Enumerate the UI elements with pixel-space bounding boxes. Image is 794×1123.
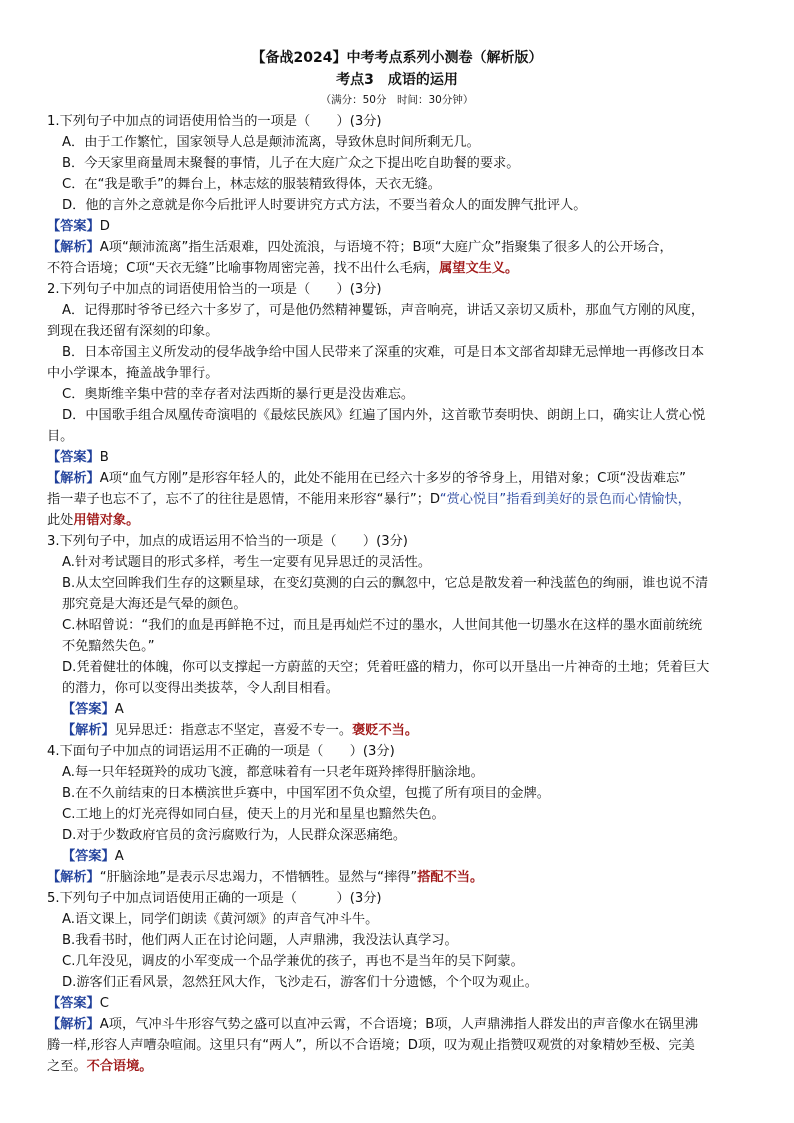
- analysis-conclusion: 褒贬不当。: [352, 723, 419, 738]
- q5-option-b: B.我看书时，他们两人正在讨论问题，人声鼎沸，我没法认真学习。: [62, 933, 458, 948]
- analysis-conclusion: 用错对象。: [73, 513, 140, 528]
- document-title: 【备战2024】中考考点系列小测卷（解析版）: [251, 50, 543, 66]
- document-subtitle: 考点3 成语的运用: [336, 72, 458, 88]
- q3-option-d-cont: 的潜力，你可以变得出类拔萃，令人刮目相看。: [62, 681, 339, 696]
- q1-option-b: B．今天家里商量周末聚餐的事情，儿子在大庭广众之下提出吃自助餐的要求。: [62, 156, 520, 171]
- q5-option-d: D.游客们正看风景，忽然狂风大作，飞沙走石，游客们十分遗憾，个个叹为观止。: [62, 975, 538, 990]
- q5-option-a: A.语文课上，同学们朗读《黄河颂》的声音气冲斗牛。: [62, 912, 379, 927]
- analysis-text: 见异思迁：指意志不坚定，喜爱不专一。: [114, 723, 353, 738]
- analysis-label: 【解析】: [47, 870, 100, 885]
- analysis-text: A项“血气方刚”是形容年轻人的，此处不能用在已经六十多岁的爷爷身上，用错对象；C项“没齿难忘”: [99, 471, 686, 486]
- q4-option-c: C.工地上的灯光亮得如同白昼，使天上的月光和星星也黯然失色。: [62, 807, 445, 822]
- analysis-text: A项，气冲斗牛形容气势之盛可以直冲云霄，不合语境；B项，人声鼎沸指人群发出的声音像水在锅里沸: [99, 1017, 699, 1032]
- q5-option-c: C.几年没见，调皮的小军变成一个品学兼优的孩子，再也不是当年的吴下阿蒙。: [62, 954, 524, 969]
- q5-analysis-line-3: [47, 1057, 753, 1077]
- answer-label: 【答案】: [62, 702, 115, 717]
- q2-option-b: B．日本帝国主义所发动的侵华战争给中国人民带来了深重的灾难，可是日本文部省却肆无忌惮地一再修改日本: [62, 345, 705, 360]
- q1-stem: 1.下列句子中加点的词语使用恰当的一项是（ ）(3分): [47, 114, 382, 129]
- q4-option-d: D.对于少数政府官员的贪污腐败行为，人民群众深恶痛绝。: [62, 828, 407, 843]
- analysis-conclusion: 不合语境。: [86, 1059, 153, 1074]
- q5-answer: [47, 994, 753, 1014]
- q3-answer: [62, 700, 752, 720]
- q1-analysis-line-1: [47, 238, 753, 258]
- q1-option-c: C．在“我是歌手”的舞台上，林志炫的服装精致得体，天衣无缝。: [62, 177, 441, 192]
- q3-option-d: D.凭着健壮的体魄，你可以支撑起一方蔚蓝的天空；凭着旺盛的精力，你可以开垦出一片神奇的土地；凭着巨大: [62, 660, 710, 675]
- analysis-text: 此处: [47, 513, 74, 528]
- answer-value: D: [99, 219, 110, 234]
- q4-answer: [62, 847, 752, 867]
- q1-analysis-line-2: [47, 259, 753, 279]
- q3-analysis-line-1: [62, 721, 752, 741]
- q4-option-b: B.在不久前结束的日本横滨世乒赛中，中国军团不负众望，包揽了所有项目的金牌。: [62, 786, 550, 801]
- answer-value: C: [99, 996, 109, 1011]
- q2-stem: 2.下列句子中加点的词语使用恰当的一项是（ ）(3分): [47, 282, 382, 297]
- q3-option-a: A.针对考试题目的形式多样，考生一定要有见异思迁的灵活性。: [62, 555, 432, 570]
- analysis-label: 【解析】: [47, 240, 100, 255]
- answer-label: 【答案】: [62, 849, 115, 864]
- q2-analysis-line-1: [47, 469, 753, 489]
- answer-label: 【答案】: [47, 219, 100, 234]
- analysis-text-blue: “赏心悦目”指看到美好的景色而心情愉快，: [439, 492, 691, 507]
- q5-stem: 5.下列句子中加点词语使用正确的一项是（ ）(3分): [47, 891, 382, 906]
- q2-option-a-cont: 到现在我还留有深刻的印象。: [47, 324, 219, 339]
- q2-analysis-line-2: [47, 490, 753, 510]
- analysis-text: 指一辈子也忘不了，忘不了的往往是恩情，不能用来形容“暴行”；D: [47, 492, 440, 507]
- analysis-text: A项“颠沛流离”指生活艰难，四处流浪，与语境不符；B项“大庭广众”指聚集了很多人的公开场合，: [99, 240, 673, 255]
- q3-stem: 3.下列句子中，加点的成语运用不恰当的一项是（ ）(3分): [47, 534, 408, 549]
- q2-option-b-cont: 中小学课本，掩盖战争罪行。: [47, 366, 219, 381]
- q1-option-a: A．由于工作繁忙，国家领导人总是颠沛流离，导致休息时间所剩无几。: [62, 135, 480, 150]
- q2-option-d: D．中国歌手组合凤凰传奇演唱的《最炫民族风》红遍了国内外，这首歌节奏明快、朗朗上口，确实让人赏心悦: [62, 408, 706, 423]
- q2-option-d-cont: 目。: [47, 429, 74, 444]
- analysis-text: 不符合语境；C项“天衣无缝”比喻事物周密完善，找不出什么毛病，: [47, 261, 440, 276]
- analysis-label: 【解析】: [47, 471, 100, 486]
- q4-stem: 4.下面句子中加点的词语运用不正确的一项是（ ）(3分): [47, 744, 395, 759]
- answer-value: B: [99, 450, 109, 465]
- q5-analysis-line-1: [47, 1015, 753, 1035]
- q2-option-a: A．记得那时爷爷已经六十多岁了，可是他仍然精神矍铄，声音响亮，讲话又亲切又质朴，那血气方刚的风度，: [62, 303, 705, 318]
- q1-answer: [47, 217, 753, 237]
- q3-option-b-cont: 那究竟是大海还是气晕的颜色。: [62, 597, 247, 612]
- exam-meta: （满分：50分 时间：30分钟）: [320, 94, 474, 106]
- q5-analysis-line-2: 腾一样,形容人声嘈杂喧闹。这里只有“两人”，所以不合语境；D项，叹为观止指赞叹观赏的对象精妙至极、完美: [47, 1038, 695, 1053]
- answer-value: A: [114, 849, 124, 864]
- q2-analysis-line-3: [47, 511, 753, 531]
- answer-label: 【答案】: [47, 450, 100, 465]
- analysis-conclusion: 属望文生义。: [439, 261, 519, 276]
- analysis-label: 【解析】: [62, 723, 115, 738]
- q3-option-c-cont: 不免黯然失色。”: [62, 639, 155, 654]
- q1-option-d: D．他的言外之意就是你今后批评人时要讲究方式方法，不要当着众人的面发脾气批评人。: [62, 198, 587, 213]
- q3-option-b: B.从太空回眸我们生存的这颗星球，在变幻莫测的白云的飘忽中，它总是散发着一种浅蓝色的绚丽，谁也说不清: [62, 576, 709, 591]
- q4-analysis-line-1: [47, 868, 753, 888]
- q2-option-c: C．奥斯维辛集中营的幸存者对法西斯的暴行更是没齿难忘。: [62, 387, 415, 402]
- analysis-conclusion: 搭配不当。: [417, 870, 484, 885]
- answer-label: 【答案】: [47, 996, 100, 1011]
- analysis-label: 【解析】: [47, 1017, 100, 1032]
- answer-value: A: [114, 702, 124, 717]
- analysis-text: “肝脑涂地”是表示尽忠竭力，不惜牺牲。显然与“摔得”: [99, 870, 418, 885]
- q2-answer: [47, 448, 753, 468]
- analysis-text: 之至。: [47, 1059, 87, 1074]
- q4-option-a: A.每一只年轻斑羚的成功飞渡，都意味着有一只老年斑羚摔得肝脑涂地。: [62, 765, 484, 780]
- q3-option-c: C.林昭曾说：“我们的血是再鲜艳不过，而且是再灿烂不过的墨水，人世间其他一切墨水在这样的墨水面前统统: [62, 618, 703, 633]
